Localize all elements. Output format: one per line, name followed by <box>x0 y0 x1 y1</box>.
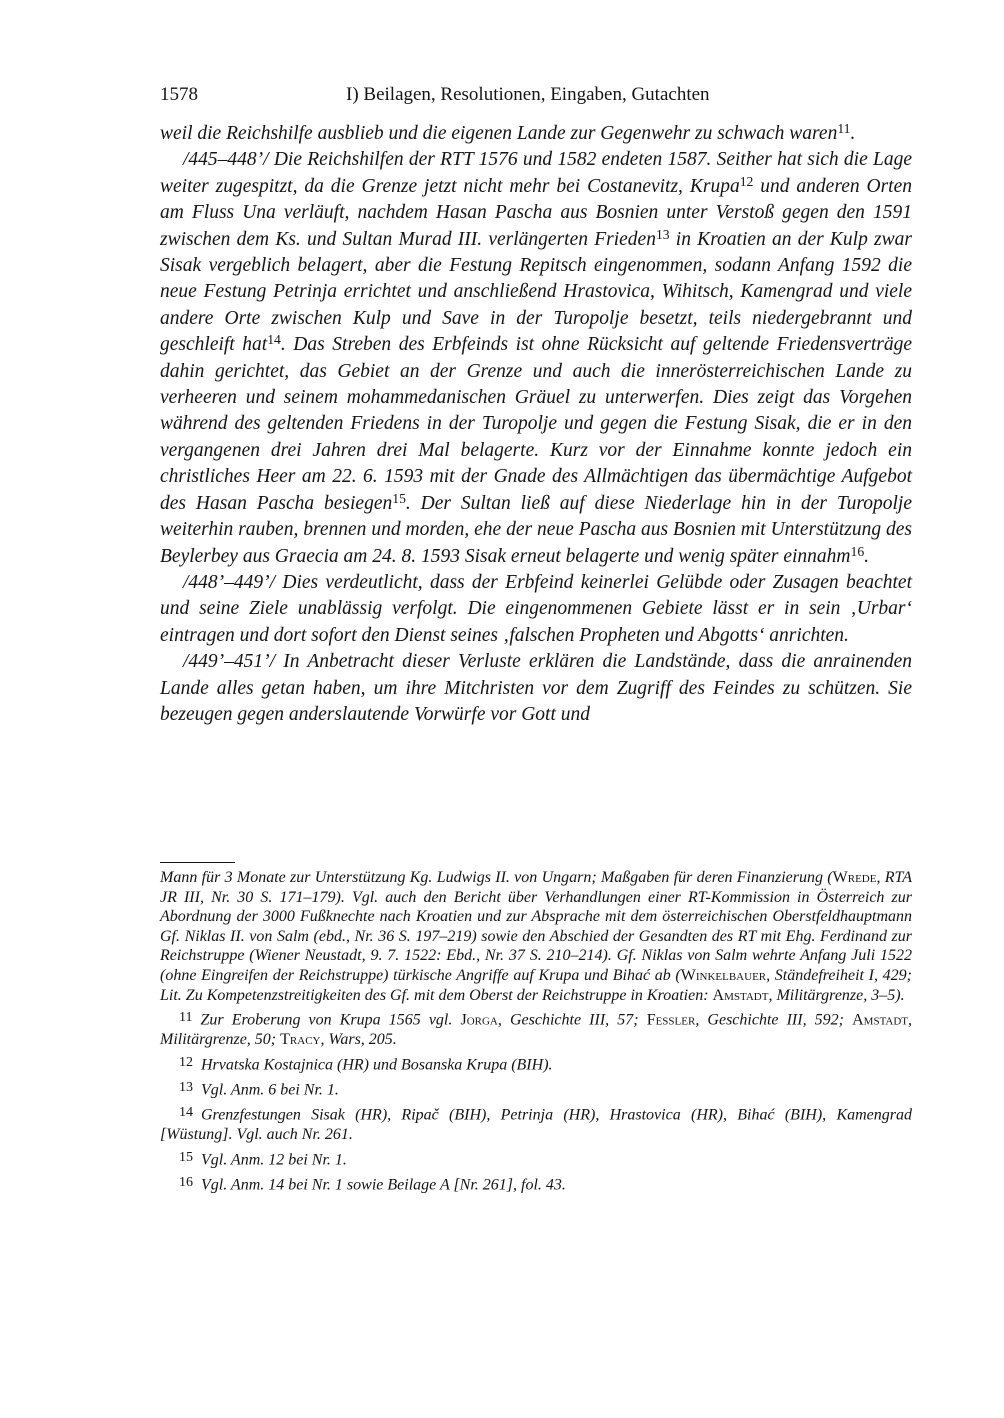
author-name: Wrede <box>832 869 877 886</box>
footnote-number: 14 <box>179 1105 193 1121</box>
footnote-divider <box>160 862 235 863</box>
paragraph-text: weil die Reichshilfe ausblieb und die eigenen Lande zur Gegenwehr zu schwach waren <box>160 123 838 144</box>
footnote-text: Hrvatska Kostajnica (HR) und Bosanska Krupa (BIH). <box>201 1056 553 1074</box>
author-name: Winkelbauer <box>680 966 767 984</box>
footnote-number: 16 <box>179 1174 193 1190</box>
footnote-text: Vgl. Anm. 14 bei Nr. 1 sowie Beilage A [Nr. 261], fol. 43. <box>201 1176 566 1194</box>
paragraph-text: /445–448’/ Die Reichshilfen der RTT 1576 und 1582 endeten 1587. Seither hat sich die Lage weiter zugespitzt, da die Grenze jetzt nicht mehr bei Costanevitz, Krupa <box>160 149 912 197</box>
footnote-text: , Wars, 205. <box>320 1031 397 1049</box>
footnote-14 <box>160 1103 912 1145</box>
footnote-number: 11 <box>179 1010 193 1026</box>
author-name: Amstadt <box>852 1011 909 1029</box>
footnote-ref-14[interactable]: 14 <box>267 332 281 348</box>
footnotes <box>160 868 912 1195</box>
footnote-text: Mann für 3 Monate zur Unterstützung Kg. Ludwigs II. von Ungarn; Maßgaben für deren Finanzierung ( <box>160 869 833 886</box>
main-text <box>160 121 912 728</box>
paragraph-445-448 <box>160 147 912 570</box>
footnote-number: 15 <box>179 1149 193 1165</box>
footnote-text: Grenzfestungen Sisak (HR), Ripač (BIH), Petrinja (HR), Hrastovica (HR), Bihać (BIH), Kamengrad [Wüstung]. Vgl. auch Nr. 261. <box>160 1106 912 1144</box>
footnote-text: , Militärgrenze, 50; <box>160 1011 913 1049</box>
footnote-text: , Ständefreiheit I, 429; Lit. Zu Kompetenzstreitigkeiten des Gf. mit dem Oberst der Reichstruppe in Kroatien: <box>160 966 912 1004</box>
footnote-13 <box>160 1078 912 1100</box>
footnote-ref-11[interactable]: 11 <box>837 120 851 136</box>
paragraph-text: in Kroatien an der Kulp zwar Sisak vergeblich belagert, aber die Festung Repitsch eingenommen, sodann Anfang 1592 die neue Festung Petrinja errichtet und anschließend Hrastovica, Wihitsch, Kamengrad und viele andere Orte zwischen Kulp und Save in der Turopolje besetzt, teils niedergebrannt und geschleift hat <box>160 228 912 356</box>
author-name: Jorga <box>460 1011 498 1029</box>
paragraph-449-451: /449’–451’/ In Anbetracht dieser Verluste erklären die Landstände, dass die anrainenden Lande alles getan haben, um ihre Mitchristen vor dem Zugriff des Feindes zu schützen. Sie bezeugen gegen anderslautende Vorwürfe vor Gott und <box>160 651 912 725</box>
author-name: Fessler <box>646 1011 696 1029</box>
running-head <box>160 80 912 110</box>
footnote-number: 12 <box>179 1054 193 1070</box>
footnote-text: Zur Eroberung von Krupa 1565 vgl. <box>200 1011 461 1029</box>
footnote-11 <box>160 1008 912 1050</box>
paragraph-text: . Der Sultan ließ auf diese Niederlage hin in der Turopolje weiterhin rauben, brennen und morden, ehe der neue Pascha aus Bosnien mit Unterstützung des Beylerbey aus Graecia am 24. 8. 1593 Sisak erneut belagerte und wenig später einnahm <box>160 492 912 567</box>
footnote-16 <box>160 1173 912 1195</box>
paragraph-text-end: . <box>864 545 870 567</box>
footnote-12 <box>160 1053 912 1075</box>
footnote-text: , RTA JR III, Nr. 30 S. 171–179). Vgl. auch den Bericht über Verhandlungen einer RT-Kommission in Österreich zur Abordnung der 3000 Fußknechte nach Kroatien und zur Absprache mit dem österreichischen Oberstfeldhauptmann Gf. Niklas II. von Salm (ebd., Nr. 36 S. 197–219) sowie den Abschied der Gesandten des RT mit Ehg. Ferdinand zur Reichstruppe (Wiener Neustadt, 9. 7. 1522: Ebd., Nr. 37 S. 210–214). Gf. Niklas von Salm wehrte Anfang Juli 1522 (ohne Eingreifen der Reichstruppe) türkische Angriffe auf Krupa und Bihać ab ( <box>160 869 913 984</box>
footnote-15 <box>160 1148 912 1170</box>
page-number: 1578 <box>160 84 198 105</box>
footnote-ref-12[interactable]: 12 <box>739 173 754 189</box>
paragraph-text: . Das Streben des Erbfeinds ist ohne Rücksicht auf geltende Friedensverträge dahin gerichtet, das Gebiet an der Grenze und auch die innerösterreichischen Lande zu verheeren und seinem mohammedanischen Gräuel zu unterwerfen. Dies zeigt das Vorgehen während des geltenden Friedens in der Turopolje und gegen die Festung Sisak, die er in den vergangenen drei Jahren drei Mal belagerte. Kurz vor der Einnahme konnte jedoch ein christliches Heer am 22. 6. 1593 mit der Gnade des Allmächtigen das übermächtige Aufgebot des Hasan Pascha besiegen <box>160 334 912 514</box>
author-name: Tracy <box>280 1031 321 1049</box>
author-name: Amstadt <box>712 986 769 1004</box>
paragraph-448-449: /448’–449’/ Dies verdeutlicht, dass der Erbfeind keinerlei Gelübde oder Zusagen beachtet und seine Ziele unablässig verfolgt. Die eingenommenen Gebiete lässt er in sein ‚Urbar‘ eintragen und dort sofort den Dienst seines ‚falschen Propheten und Abgotts‘ anrichten. <box>160 571 912 646</box>
footnote-ref-16[interactable]: 16 <box>850 543 865 559</box>
footnote-continued <box>160 868 912 1005</box>
footnote-text: , Geschichte III, 57; <box>497 1011 647 1029</box>
footnote-ref-13[interactable]: 13 <box>655 226 670 242</box>
section-title: I) Beilagen, Resolutionen, Eingaben, Gutachten <box>346 84 710 105</box>
footnote-text: , Militärgrenze, 3–5). <box>768 986 905 1004</box>
paragraph-text-end: . <box>850 123 856 144</box>
footnote-text: Vgl. Anm. 6 bei Nr. 1. <box>201 1081 339 1099</box>
paragraph-continued <box>160 121 912 147</box>
footnote-number: 13 <box>179 1079 193 1095</box>
footnote-ref-15[interactable]: 15 <box>392 490 406 506</box>
footnote-text: , Geschichte III, 592; <box>695 1011 853 1029</box>
footnote-text: Vgl. Anm. 12 bei Nr. 1. <box>201 1151 347 1169</box>
paragraph-text: und anderen Orten am Fluss Una verläuft, nachdem Hasan Pascha aus Bosnien unter Verstoß gegen den 1591 zwischen dem Ks. und Sultan Murad III. verlängerten Frieden <box>160 175 913 250</box>
